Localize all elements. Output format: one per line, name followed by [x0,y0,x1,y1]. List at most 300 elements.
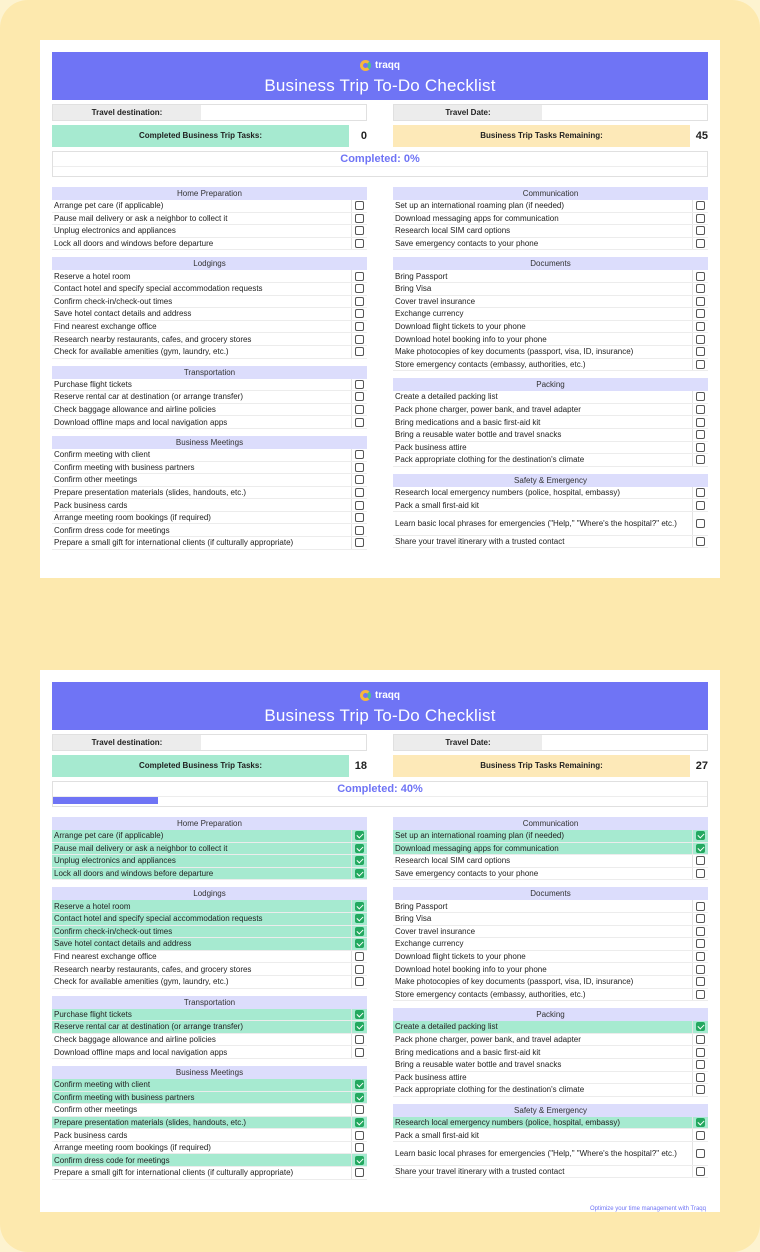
task-checkbox-cell [351,379,367,391]
task-checkbox[interactable] [355,214,364,223]
task-label: Research local SIM card options [395,856,511,866]
task-checkbox[interactable] [355,418,364,427]
task-checkbox[interactable] [696,965,705,974]
task-row [393,213,708,226]
task-checkbox-cell [692,1142,708,1165]
completed-tasks-counter [52,125,367,147]
task-checkbox-cell [692,512,708,535]
task-checkbox-cell [351,238,367,250]
task-checkbox-cell [351,868,367,880]
task-label: Set up an international roaming plan (if needed) [395,201,564,211]
task-checkbox[interactable] [355,335,364,344]
remaining-tasks-counter [393,755,708,777]
task-checkbox-cell [351,1009,367,1021]
left-column [52,187,367,557]
task-label: Set up an international roaming plan (if needed) [395,831,564,841]
task-checkbox-cell [351,855,367,867]
task-checkbox-cell [692,989,708,1001]
task-checkbox[interactable] [696,347,705,356]
task-row [52,1034,367,1047]
task-checkbox-cell [692,238,708,250]
task-checkbox-cell [351,537,367,549]
travel-date-field [393,104,708,121]
task-label: Find nearest exchange office [54,322,157,332]
task-checkbox[interactable] [696,519,705,528]
task-checkbox[interactable] [696,952,705,961]
progress-panel [52,151,708,177]
task-checkbox[interactable] [355,392,364,401]
task-checkbox-cell [351,926,367,938]
task-row [52,1117,367,1130]
task-row [393,1084,708,1097]
task-label: Arrange pet care (if applicable) [54,201,164,211]
task-checkbox[interactable] [355,297,364,306]
checked-checkbox[interactable] [355,1093,364,1102]
completed-tasks-counter [52,755,367,777]
task-checkbox-cell [692,404,708,416]
task-label: Prepare presentation materials (slides, handouts, etc.) [54,1117,247,1127]
task-checkbox[interactable] [355,405,364,414]
task-row [393,900,708,913]
task-label: Prepare a small gift for international clients (if culturally appropriate) [54,538,294,548]
checked-checkbox[interactable] [696,831,705,840]
task-checkbox[interactable] [355,1168,364,1177]
task-checkbox-cell [351,308,367,320]
task-checkbox-cell [351,1104,367,1116]
travel-destination-input[interactable] [201,735,366,750]
task-checkbox[interactable] [355,201,364,210]
task-checkbox[interactable] [696,418,705,427]
task-checkbox[interactable] [355,347,364,356]
section-packing [393,378,708,467]
section-home-preparation [52,817,367,880]
checked-checkbox[interactable] [355,1118,364,1127]
task-row [393,270,708,283]
task-checkbox[interactable] [355,450,364,459]
task-checkbox-cell [692,1129,708,1141]
progress-track [53,796,707,804]
task-checkbox-cell [692,976,708,988]
task-row [52,1142,367,1155]
task-label: Learn basic local phrases for emergencies ("Help," "Where's the hospital?" etc.) [395,518,677,528]
task-row [393,536,708,549]
task-row [52,524,367,537]
travel-date-label: Travel Date: [394,735,542,750]
task-row [52,238,367,251]
travel-date-field [393,734,708,751]
task-label: Make photocopies of key documents (passport, visa, ID, insurance) [395,977,634,987]
task-checkbox-cell [692,938,708,950]
task-checkbox-cell [351,225,367,237]
task-checkbox-cell [692,359,708,371]
section-header: Documents [393,887,708,900]
task-row [393,830,708,843]
task-checkbox[interactable] [696,856,705,865]
task-label: Bring Passport [395,271,448,281]
task-row [52,333,367,346]
task-checkbox-cell [351,1046,367,1058]
task-checkbox[interactable] [696,939,705,948]
section-header: Transportation [52,996,367,1009]
task-checkbox[interactable] [355,488,364,497]
task-checkbox[interactable] [355,239,364,248]
task-checkbox-cell [692,1034,708,1046]
task-checkbox-cell [692,1084,708,1096]
task-checkbox-cell [692,1166,708,1178]
task-row [52,843,367,856]
task-row [393,951,708,964]
task-checkbox[interactable] [696,443,705,452]
task-checkbox[interactable] [355,1131,364,1140]
task-label: Bring Passport [395,901,448,911]
brand-name: traqq [375,59,400,71]
task-checkbox-cell [351,1021,367,1033]
task-checkbox[interactable] [355,965,364,974]
section-header: Packing [393,378,708,391]
task-label: Lock all doors and windows before departure [54,239,214,249]
task-checkbox-cell [692,454,708,466]
task-label: Confirm check-in/check-out times [54,296,173,306]
travel-destination-input[interactable] [201,105,366,120]
left-column [52,817,367,1187]
task-row [393,283,708,296]
task-label: Bring medications and a basic first-aid kit [395,1047,541,1057]
checked-checkbox[interactable] [355,831,364,840]
task-row [393,1166,708,1179]
task-checkbox-cell [351,951,367,963]
task-row [393,308,708,321]
task-row [52,1079,367,1092]
task-label: Save hotel contact details and address [54,309,192,319]
task-row [52,537,367,550]
task-label: Pack phone charger, power bank, and travel adapter [395,1035,581,1045]
section-communication [393,817,708,880]
task-row [52,308,367,321]
task-checkbox[interactable] [696,537,705,546]
task-row [52,379,367,392]
task-label: Share your travel itinerary with a trusted contact [395,1167,565,1177]
task-checkbox[interactable] [696,392,705,401]
task-checkbox-cell [351,976,367,988]
task-checkbox[interactable] [696,1060,705,1069]
task-row [393,512,708,536]
task-checkbox[interactable] [696,239,705,248]
task-checkbox-cell [351,200,367,212]
task-label: Contact hotel and specify special accommodation requests [54,914,263,924]
task-checkbox[interactable] [696,1149,705,1158]
task-checkbox[interactable] [696,977,705,986]
task-checkbox[interactable] [696,201,705,210]
task-label: Exchange currency [395,939,464,949]
travel-destination-field [52,734,367,751]
task-checkbox[interactable] [696,1035,705,1044]
task-checkbox[interactable] [696,430,705,439]
task-checkbox[interactable] [355,322,364,331]
checked-checkbox[interactable] [696,1118,705,1127]
task-row [393,321,708,334]
task-checkbox-cell [692,200,708,212]
task-label: Exchange currency [395,309,464,319]
task-checkbox[interactable] [696,914,705,923]
task-checkbox[interactable] [696,214,705,223]
task-row [52,976,367,989]
task-checkbox[interactable] [355,501,364,510]
section-lodgings [52,257,367,358]
task-checkbox-cell [351,913,367,925]
task-checkbox-cell [692,391,708,403]
task-checkbox-cell [692,333,708,345]
section-header: Documents [393,257,708,270]
task-checkbox-cell [692,213,708,225]
task-checkbox-cell [692,830,708,842]
task-label: Make photocopies of key documents (passport, visa, ID, insurance) [395,347,634,357]
task-checkbox[interactable] [696,405,705,414]
task-checkbox-cell [692,951,708,963]
task-checkbox[interactable] [355,513,364,522]
task-checkbox[interactable] [696,284,705,293]
task-checkbox[interactable] [355,1048,364,1057]
task-row [52,283,367,296]
task-label: Arrange pet care (if applicable) [54,831,164,841]
task-row [52,951,367,964]
task-row [52,499,367,512]
task-row [52,296,367,309]
task-label: Confirm other meetings [54,1105,138,1115]
task-checkbox-cell [351,296,367,308]
task-label: Confirm dress code for meetings [54,525,170,535]
task-label: Create a detailed packing list [395,392,498,402]
task-row [52,462,367,475]
task-row [393,963,708,976]
task-checkbox[interactable] [696,1085,705,1094]
task-label: Pause mail delivery or ask a neighbor to collect it [54,213,228,223]
task-checkbox-cell [351,333,367,345]
task-label: Download hotel booking info to your phone [395,334,547,344]
task-label: Pack appropriate clothing for the destination's climate [395,455,585,465]
task-checkbox-cell [351,938,367,950]
checked-checkbox[interactable] [355,869,364,878]
task-label: Lock all doors and windows before departure [54,869,214,879]
task-checkbox-cell [351,843,367,855]
task-row [52,938,367,951]
task-row [52,1009,367,1022]
task-checkbox[interactable] [696,360,705,369]
checked-checkbox[interactable] [355,939,364,948]
task-label: Pack appropriate clothing for the destination's climate [395,1085,585,1095]
task-row [393,913,708,926]
task-checkbox[interactable] [696,990,705,999]
header-banner [52,52,708,100]
task-checkbox-cell [692,270,708,282]
progress-text: Completed: 40% [337,783,423,795]
task-row [52,1167,367,1180]
task-row [52,213,367,226]
task-label: Find nearest exchange office [54,952,157,962]
task-checkbox[interactable] [355,309,364,318]
task-checkbox[interactable] [355,538,364,547]
task-label: Learn basic local phrases for emergencies ("Help," "Where's the hospital?" etc.) [395,1148,677,1158]
task-checkbox[interactable] [696,869,705,878]
checked-checkbox[interactable] [355,844,364,853]
task-checkbox[interactable] [355,1035,364,1044]
completed-tasks-label: Completed Business Trip Tasks: [52,755,349,777]
task-row [52,1092,367,1105]
task-row [393,454,708,467]
task-label: Pack phone charger, power bank, and travel adapter [395,405,581,415]
task-label: Research nearby restaurants, cafes, and grocery stores [54,964,252,974]
task-row [393,1021,708,1034]
task-checkbox-cell [351,404,367,416]
task-checkbox[interactable] [355,1143,364,1152]
task-label: Research local emergency numbers (police, hospital, embassy) [395,1117,620,1127]
section-header: Communication [393,187,708,200]
task-row [52,1021,367,1034]
task-checkbox[interactable] [355,952,364,961]
task-checkbox-cell [692,855,708,867]
task-row [52,416,367,429]
task-row [52,1129,367,1142]
task-row [393,1034,708,1047]
task-checkbox[interactable] [696,1167,705,1176]
progress-panel [52,781,708,807]
section-header: Home Preparation [52,187,367,200]
checked-checkbox[interactable] [355,1156,364,1165]
task-label: Pack a small first-aid kit [395,500,480,510]
section-communication [393,187,708,250]
task-checkbox[interactable] [696,1131,705,1140]
completed-tasks-count: 0 [349,125,367,147]
checklist-sheet-empty [40,40,720,578]
travel-destination-label: Travel destination: [53,105,201,120]
section-header: Communication [393,817,708,830]
task-label: Save emergency contacts to your phone [395,869,539,879]
task-checkbox[interactable] [355,463,364,472]
task-row [393,296,708,309]
task-checkbox-cell [351,283,367,295]
completed-tasks-count: 18 [349,755,367,777]
task-label: Download flight tickets to your phone [395,952,526,962]
task-checkbox[interactable] [696,488,705,497]
checked-checkbox[interactable] [355,1022,364,1031]
page-title: Business Trip To-Do Checklist [264,706,496,725]
task-row [393,391,708,404]
task-label: Unplug electronics and appliances [54,856,176,866]
task-checkbox-cell [351,213,367,225]
travel-date-input[interactable] [542,735,707,750]
section-header: Business Meetings [52,1066,367,1079]
task-row [52,913,367,926]
task-row [393,416,708,429]
checked-checkbox[interactable] [355,927,364,936]
task-row [393,855,708,868]
task-checkbox[interactable] [355,1105,364,1114]
task-checkbox-cell [692,296,708,308]
section-business-meetings [52,1066,367,1180]
task-label: Purchase flight tickets [54,379,132,389]
task-row [52,855,367,868]
task-checkbox[interactable] [355,380,364,389]
task-checkbox[interactable] [696,335,705,344]
task-label: Prepare presentation materials (slides, handouts, etc.) [54,487,247,497]
checked-checkbox[interactable] [355,856,364,865]
task-row [393,429,708,442]
task-label: Pack a small first-aid kit [395,1130,480,1140]
task-checkbox-cell [692,499,708,511]
task-label: Check for available amenities (gym, laundry, etc.) [54,977,229,987]
task-label: Save emergency contacts to your phone [395,239,539,249]
task-checkbox-cell [351,487,367,499]
task-checkbox[interactable] [355,284,364,293]
section-transportation [52,366,367,429]
task-label: Check baggage allowance and airline policies [54,405,216,415]
checked-checkbox[interactable] [355,1010,364,1019]
task-checkbox[interactable] [696,1048,705,1057]
task-row [393,926,708,939]
task-checkbox[interactable] [696,322,705,331]
checked-checkbox[interactable] [355,914,364,923]
task-checkbox[interactable] [355,977,364,986]
task-checkbox[interactable] [696,226,705,235]
task-label: Pause mail delivery or ask a neighbor to collect it [54,843,228,853]
task-row [52,926,367,939]
task-label: Confirm dress code for meetings [54,1155,170,1165]
task-checkbox[interactable] [355,475,364,484]
task-row [52,1104,367,1117]
brand-logo [52,58,708,72]
task-label: Confirm meeting with client [54,450,151,460]
checked-checkbox[interactable] [355,1080,364,1089]
checked-checkbox[interactable] [696,844,705,853]
task-checkbox[interactable] [355,226,364,235]
task-checkbox[interactable] [696,455,705,464]
task-row [393,359,708,372]
task-checkbox[interactable] [355,526,364,535]
checked-checkbox[interactable] [355,902,364,911]
progress-text: Completed: 0% [340,153,420,165]
task-checkbox[interactable] [355,272,364,281]
task-checkbox-cell [692,1046,708,1058]
task-checkbox[interactable] [696,1073,705,1082]
travel-date-input[interactable] [542,105,707,120]
traqq-logo-icon [360,60,371,71]
task-checkbox[interactable] [696,272,705,281]
task-checkbox[interactable] [696,297,705,306]
task-label: Download offline maps and local navigation apps [54,417,228,427]
remaining-tasks-label: Business Trip Tasks Remaining: [393,125,690,147]
task-checkbox[interactable] [696,902,705,911]
task-checkbox-cell [351,346,367,358]
task-checkbox[interactable] [696,501,705,510]
task-row [52,200,367,213]
traqq-logo-icon [360,690,371,701]
remaining-tasks-label: Business Trip Tasks Remaining: [393,755,690,777]
task-row [393,238,708,251]
task-checkbox-cell [692,308,708,320]
task-label: Bring medications and a basic first-aid kit [395,417,541,427]
task-row [52,512,367,525]
task-label: Reserve rental car at destination (or arrange transfer) [54,392,243,402]
checked-checkbox[interactable] [696,1022,705,1031]
task-checkbox[interactable] [696,927,705,936]
task-checkbox-cell [692,225,708,237]
task-label: Confirm meeting with business partners [54,462,195,472]
task-checkbox-cell [351,1154,367,1166]
task-checkbox-cell [351,270,367,282]
task-label: Download offline maps and local navigation apps [54,1047,228,1057]
task-row [52,900,367,913]
task-checkbox-cell [351,830,367,842]
task-checkbox[interactable] [696,309,705,318]
